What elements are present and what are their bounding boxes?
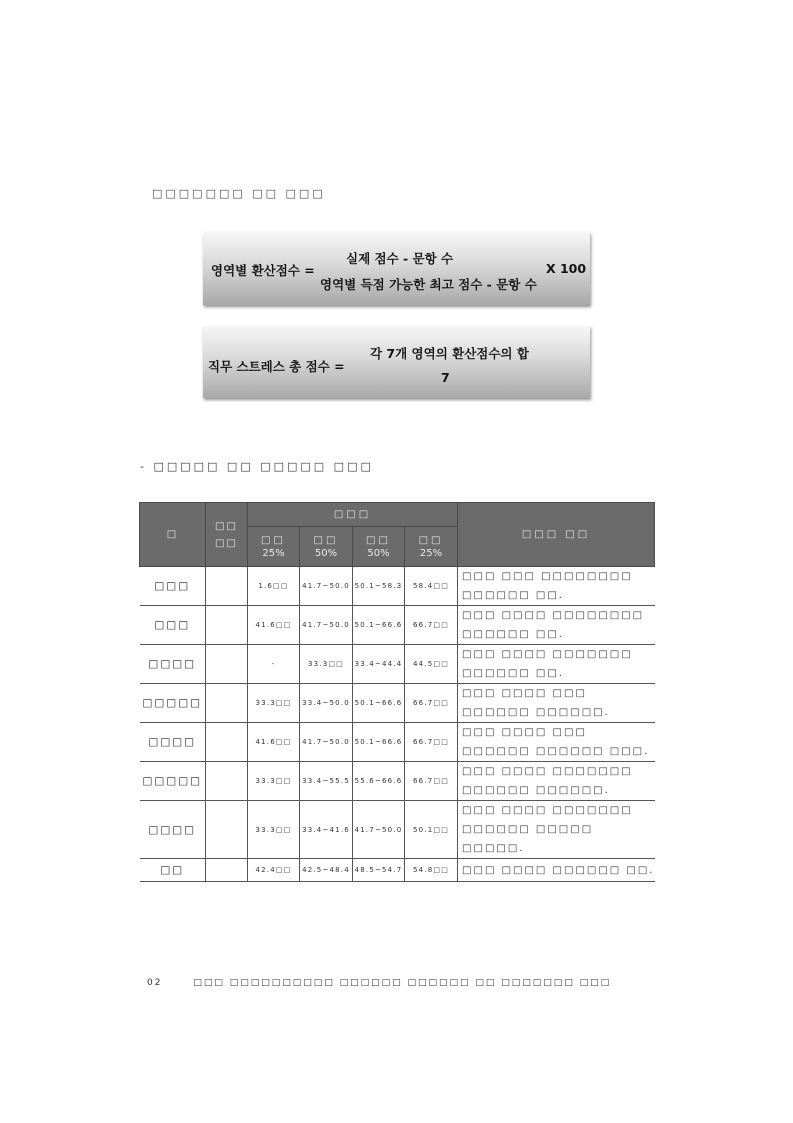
formula-lhs: 직무 스트레스 총 점수 = (208, 359, 345, 374)
q2-cell: 33.3□□ (300, 645, 353, 684)
q4-cell: 58.4□□ (405, 567, 458, 606)
q1-cell: 33.3□□ (248, 762, 300, 801)
table-row (140, 723, 655, 762)
domain-cell: □□□□□ (140, 684, 206, 723)
q4-cell: 66.7□□ (405, 762, 458, 801)
header-quartile-group: □□□ (248, 503, 458, 527)
formula-denominator: 영역별 득점 가능한 최고 점수 - 문항 수 (320, 277, 537, 292)
q2-cell: 41.7~50.0 (300, 723, 353, 762)
items-cell (206, 801, 248, 859)
items-cell (206, 723, 248, 762)
domain-cell: □□□□ (140, 723, 206, 762)
formula-denominator: 7 (441, 370, 450, 385)
q2-cell: 33.4~55.5 (300, 762, 353, 801)
q1-cell: 41.6□□ (248, 606, 300, 645)
table-row (140, 567, 655, 606)
total-score-formula (203, 326, 590, 398)
q3-cell: 50.1~58.3 (353, 567, 405, 606)
q4-cell: 66.7□□ (405, 606, 458, 645)
domain-cell: □□□□□ (140, 762, 206, 801)
q3-cell: 33.4~44.4 (353, 645, 405, 684)
table-row (140, 762, 655, 801)
header-quartile-3: □□ 50% (353, 527, 405, 567)
meaning-cell: □□□ □□□ □□□□□□□□ □□□□□□ □□. (458, 567, 655, 606)
domain-cell: □□□ (140, 606, 206, 645)
q3-cell: 41.7~50.0 (353, 801, 405, 859)
footer-text: □□□ □□□□□□□□□□ □□□□□□ □□□□□□ □□ □□□□□□□ □□□ (193, 978, 612, 988)
formula-numerator: 각 7개 영역의 환산점수의 합 (370, 346, 529, 361)
domain-cell: □□□□ (140, 645, 206, 684)
q1-cell: 41.6□□ (248, 723, 300, 762)
page-footer (147, 978, 611, 988)
table-row (140, 606, 655, 645)
page-number: 02 (147, 978, 163, 988)
table-heading: - □□□□□ □□ □□□□□ □□□ (140, 460, 374, 473)
q1-cell: 42.4□□ (248, 859, 300, 882)
items-cell (206, 684, 248, 723)
header-quartile-1: □□ 25% (248, 527, 300, 567)
meaning-cell: □□□ □□□□ □□□ □□□□□□ □□□□□□ □□□. (458, 723, 655, 762)
formula-multiplier: X 100 (546, 261, 587, 276)
items-cell (206, 567, 248, 606)
q4-cell: 50.1□□ (405, 801, 458, 859)
domain-cell: □□ (140, 859, 206, 882)
table-row (140, 859, 655, 882)
q1-cell: 33.3□□ (248, 801, 300, 859)
table-row (140, 645, 655, 684)
formula-lhs: 영역별 환산점수 = (211, 263, 315, 278)
header-items: □□ □□ (206, 503, 248, 567)
q4-cell: 44.5□□ (405, 645, 458, 684)
header-quartile-2: □□ 50% (300, 527, 353, 567)
q4-cell: 54.8□□ (405, 859, 458, 882)
items-cell (206, 762, 248, 801)
q1-cell: 1.6□□ (248, 567, 300, 606)
table-row (140, 801, 655, 859)
meaning-cell: □□□ □□□□ □□□□□□□ □□□□□□ □□□□□ □□□□□. (458, 801, 655, 859)
meaning-cell: □□□ □□□□ □□□□□□□ □□□□□□ □□. (458, 645, 655, 684)
q3-cell: 50.1~66.6 (353, 606, 405, 645)
header-meaning: □□□ □□ (458, 503, 655, 567)
q3-cell: 50.1~66.6 (353, 723, 405, 762)
meaning-cell: □□□ □□□□ □□□ □□□□□□ □□□□□□. (458, 684, 655, 723)
formula-numerator: 실제 점수 - 문항 수 (346, 251, 454, 266)
section-heading: □□□□□□□ □□ □□□ (152, 187, 326, 200)
domain-cell: □□□ (140, 567, 206, 606)
q2-cell: 41.7~50.0 (300, 567, 353, 606)
table-row (140, 684, 655, 723)
reference-value-table (139, 502, 655, 882)
q4-cell: 66.7□□ (405, 684, 458, 723)
q1-cell: - (248, 645, 300, 684)
conversion-score-formula (203, 232, 590, 305)
items-cell (206, 859, 248, 882)
items-cell (206, 645, 248, 684)
header-domain: □ (140, 503, 206, 567)
items-cell (206, 606, 248, 645)
q3-cell: 55.6~66.6 (353, 762, 405, 801)
q2-cell: 33.4~50.0 (300, 684, 353, 723)
q2-cell: 42.5~48.4 (300, 859, 353, 882)
meaning-cell: □□□ □□□□ □□□□□□□□ □□□□□□ □□. (458, 606, 655, 645)
q3-cell: 48.5~54.7 (353, 859, 405, 882)
meaning-cell: □□□ □□□□ □□□□□□ □□. (458, 859, 655, 882)
q4-cell: 66.7□□ (405, 723, 458, 762)
meaning-cell: □□□ □□□□ □□□□□□□ □□□□□□ □□□□□□. (458, 762, 655, 801)
q1-cell: 33.3□□ (248, 684, 300, 723)
q2-cell: 41.7~50.0 (300, 606, 353, 645)
q2-cell: 33.4~41.6 (300, 801, 353, 859)
header-quartile-4: □□ 25% (405, 527, 458, 567)
q3-cell: 50.1~66.6 (353, 684, 405, 723)
domain-cell: □□□□ (140, 801, 206, 859)
